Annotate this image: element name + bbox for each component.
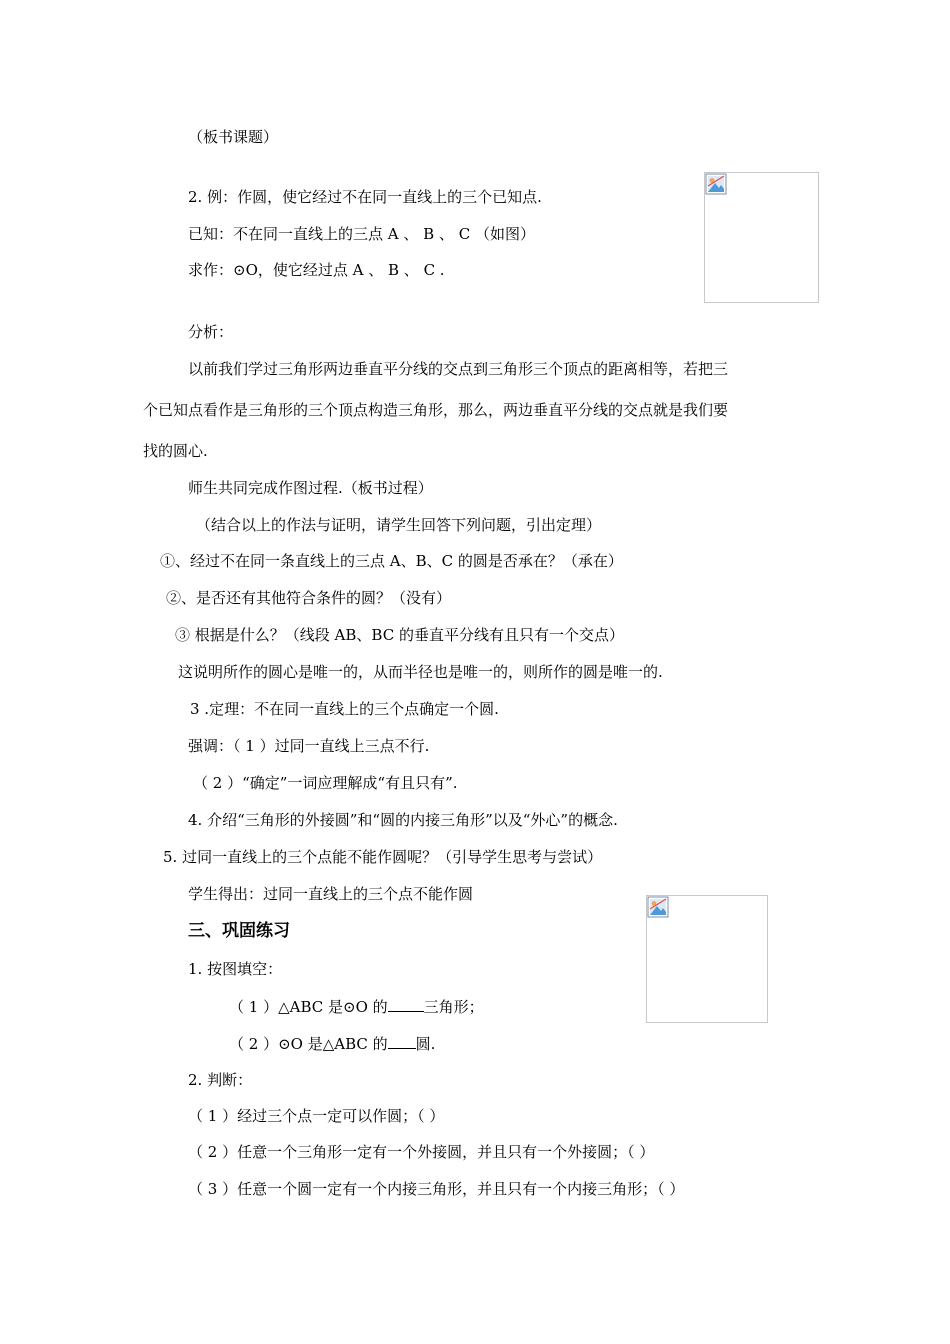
example-2: 2. 例：作圆，使它经过不在同一直线上的三个已知点. — [188, 188, 542, 206]
question-1: ①、经过不在同一条直线上的三点 A、B、C 的圆是否承在？（承在） — [160, 552, 623, 570]
analysis-paragraph-line2: 个已知点看作是三角形的三个顶点构造三角形，那么，两边垂直平分线的交点就是我们要 — [143, 401, 729, 419]
figure-placeholder-2 — [646, 895, 768, 1023]
emphasis-1: 强调：（ 1 ）过同一直线上三点不行. — [188, 737, 430, 755]
student-result: 学生得出：过同一直线上的三个点不能作圆 — [188, 885, 474, 903]
broken-image-icon — [705, 173, 727, 195]
question-2: ②、是否还有其他符合条件的圆？（没有） — [166, 589, 452, 607]
exercise-1-item-2-prefix: （ 2 ）⊙O 是△ABC 的 — [229, 1035, 388, 1053]
exercise-1-item-1-suffix: 三角形； — [423, 998, 484, 1016]
fill-blank-1[interactable] — [388, 996, 424, 1012]
exercise-1-item-1 — [229, 996, 484, 1017]
theorem-line: 3 .定理：不在同一直线上的三个点确定一个圆. — [190, 700, 499, 718]
construct-text: 求作：⊙O，使它经过点 A 、 B 、 C . — [188, 261, 445, 279]
true-false-2: （ 2 ）任意一个三角形一定有一个外接圆，并且只有一个外接圆；（ ） — [188, 1143, 655, 1161]
question-5: 5. 过同一直线上的三个点能不能作圆呢？（引导学生思考与尝试） — [163, 848, 603, 866]
true-false-1: （ 1 ）经过三个点一定可以作圆；（ ） — [188, 1107, 445, 1125]
analysis-label: 分析： — [188, 323, 234, 341]
analysis-paragraph-line1: 以前我们学过三角形两边垂直平分线的交点到三角形三个顶点的距离相等，若把三 — [188, 360, 729, 378]
figure-placeholder-1 — [704, 172, 819, 303]
exercise-1-item-2-suffix: 圆. — [415, 1035, 436, 1053]
broken-image-icon — [647, 896, 669, 918]
exercise-1: 1. 按图填空： — [188, 960, 283, 978]
combine-line: （结合以上的作法与证明，请学生回答下列问题，引出定理） — [196, 516, 602, 534]
section-heading-3: 三、巩固练习 — [188, 921, 290, 941]
given-text: 已知：不在同一直线上的三点 A 、 B 、 C （如图） — [188, 225, 535, 243]
true-false-3: （ 3 ）任意一个圆一定有一个内接三角形，并且只有一个内接三角形；（ ） — [188, 1180, 685, 1198]
emphasis-2: （ 2 ）“确定”一词应理解成“有且只有”. — [193, 774, 458, 792]
analysis-paragraph-line3: 找的圆心. — [143, 442, 208, 460]
question-3: ③ 根据是什么？（线段 AB、BC 的垂直平分线有且只有一个交点） — [175, 626, 624, 644]
teacher-student-line: 师生共同完成作图过程.（板书过程） — [188, 479, 433, 497]
board-title: （板书课题） — [188, 128, 279, 146]
exercise-1-item-2 — [229, 1033, 435, 1054]
exercise-1-item-1-prefix: （ 1 ）△ABC 是⊙O 的 — [229, 998, 388, 1016]
explanation-line: 这说明所作的圆心是唯一的，从而半径也是唯一的，则所作的圆是唯一的. — [178, 663, 663, 681]
exercise-2: 2. 判断： — [188, 1071, 253, 1089]
intro-4: 4. 介绍“三角形的外接圆”和“圆的内接三角形”以及“外心”的概念. — [188, 811, 618, 829]
fill-blank-2[interactable] — [388, 1033, 416, 1049]
